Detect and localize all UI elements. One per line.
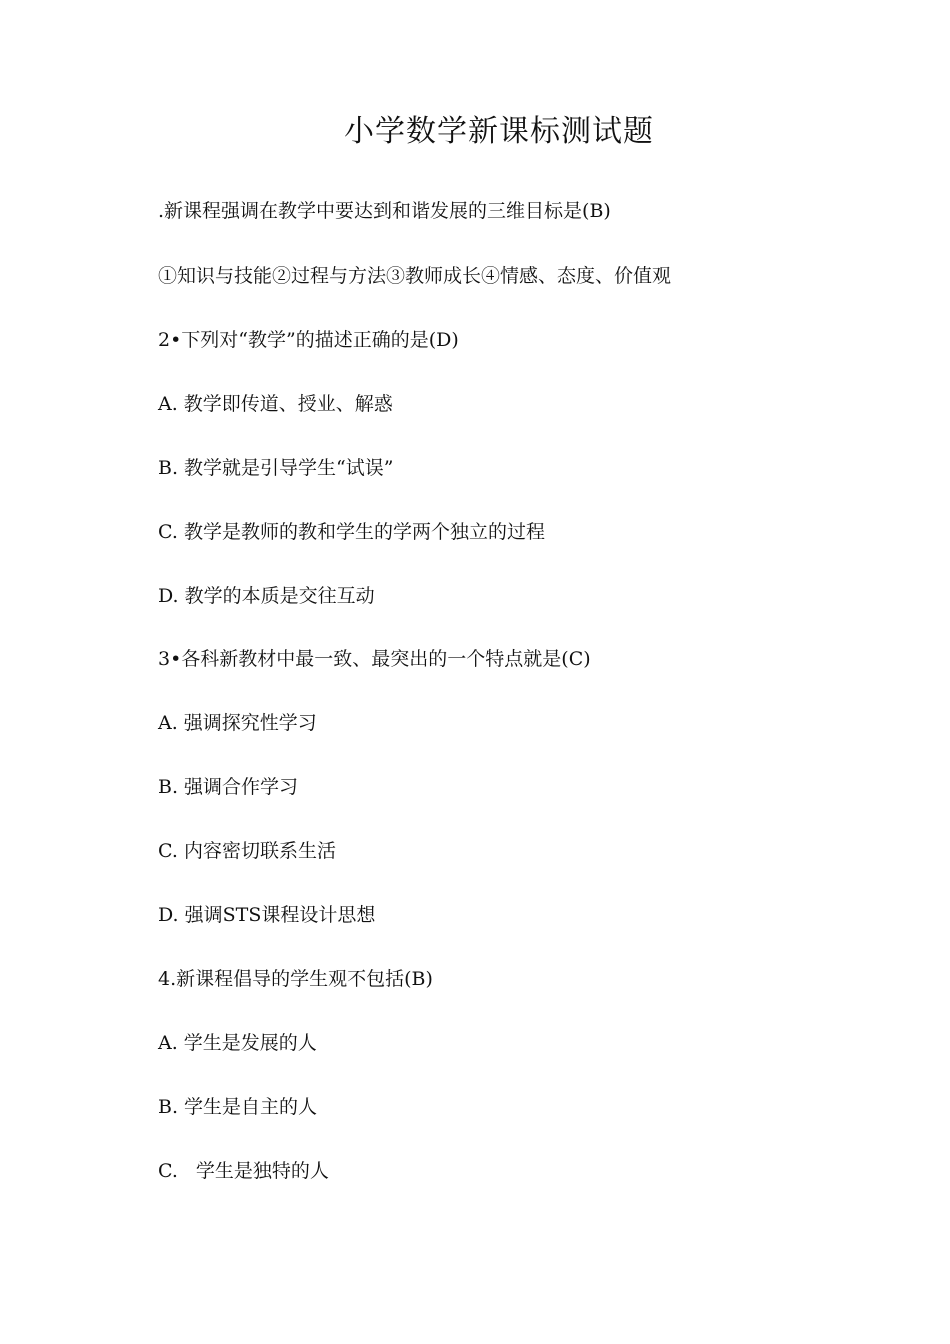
question-4-stem: 4.新课程倡导的学生观不包括(B) <box>158 968 433 990</box>
question-3-option-a: A. 强调探究性学习 <box>158 712 317 734</box>
question-4-option-c <box>158 1158 329 1184</box>
question-3-stem: 3•各科新教材中最一致、最突出的一个特点就是(C) <box>158 648 591 670</box>
question-2-option-b: B. 教学就是引导学生“试误” <box>158 457 394 479</box>
question-3-option-b: B. 强调合作学习 <box>158 776 299 798</box>
question-2-stem: 2•下列对“教学”的描述正确的是(D) <box>158 329 459 351</box>
question-4-option-a: A. 学生是发展的人 <box>158 1032 317 1054</box>
option-c-text: 学生是独特的人 <box>195 1160 329 1182</box>
question-1-options: ①知识与技能②过程与方法③教师成长④情感、态度、价值观 <box>158 265 672 287</box>
question-4-option-b: B. 学生是自主的人 <box>158 1096 318 1118</box>
page-title: 小学数学新课标测试题 <box>344 114 654 149</box>
question-3-option-c: C. 内容密切联系生活 <box>158 840 336 862</box>
option-c-label: C. <box>158 1160 178 1182</box>
question-2-option-c: C. 教学是教师的教和学生的学两个独立的过程 <box>158 521 545 543</box>
question-2-option-a: A. 教学即传道、授业、解惑 <box>158 393 393 415</box>
question-2-option-d: D. 教学的本质是交往互动 <box>158 585 375 607</box>
question-1-stem: .新课程强调在教学中要达到和谐发展的三维目标是(B) <box>158 200 611 222</box>
question-3-option-d: D. 强调STS课程设计思想 <box>158 904 376 926</box>
